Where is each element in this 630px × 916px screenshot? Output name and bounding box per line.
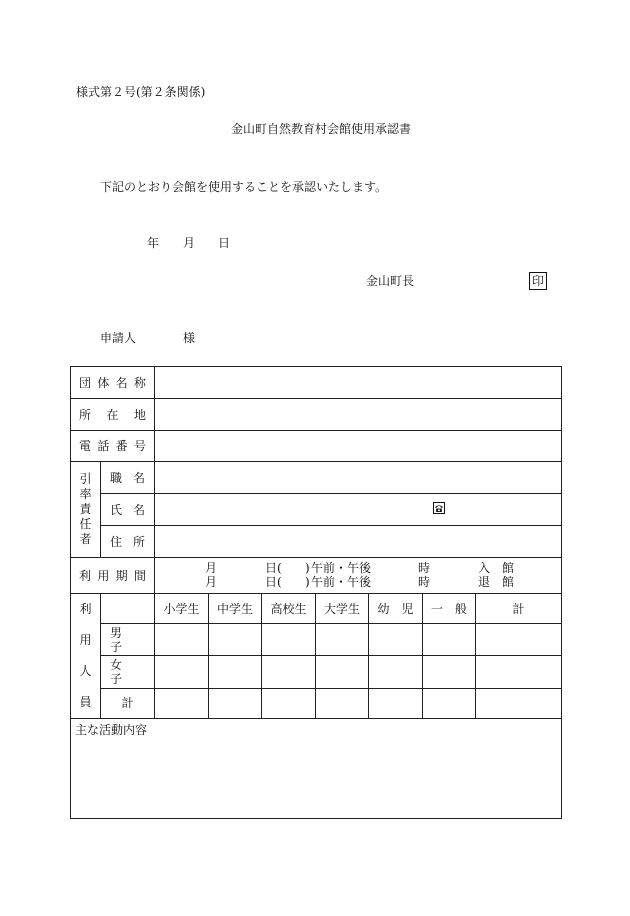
application-table (70, 366, 562, 819)
users-corner-cell (101, 594, 155, 624)
period-in-action: 入 館 (478, 561, 515, 575)
col-junior-high: 中学生 (209, 594, 262, 624)
group-name-field[interactable] (155, 367, 562, 399)
phone-label: 電話番号 (71, 431, 155, 462)
period-in-month: 月 (205, 561, 218, 575)
cell-male-university[interactable] (316, 624, 369, 656)
cell-male-elementary[interactable] (155, 624, 209, 656)
row-male: 男 子 (101, 624, 155, 656)
date-year: 年 (147, 236, 160, 250)
period-out-day: 日( (265, 575, 282, 589)
activities-label: 主な活動内容 (75, 723, 148, 737)
period-out-hour: 時 (418, 575, 431, 589)
col-general: 一 般 (423, 594, 476, 624)
leader-address-label: 住所 (101, 526, 155, 558)
leader-title-label: 職名 (101, 462, 155, 494)
cell-female-junior-high[interactable] (209, 655, 262, 688)
period-in-paren: ) (305, 561, 310, 575)
cell-total-university[interactable] (316, 688, 369, 719)
address-field[interactable] (155, 399, 562, 431)
date-day: 日 (218, 236, 231, 250)
col-high-school: 高校生 (262, 594, 316, 624)
period-in-ampm: 午前・午後 (311, 561, 372, 575)
period-out-action: 退 館 (478, 575, 515, 589)
cell-total-junior-high[interactable] (209, 688, 262, 719)
col-preschool: 幼 児 (369, 594, 423, 624)
period-label: 利用期間 (71, 558, 155, 594)
group-name-label: 団体名称 (71, 367, 155, 399)
approval-statement: 下記のとおり会館を使用することを承認いたします。 (100, 180, 388, 194)
cell-male-preschool[interactable] (369, 624, 423, 656)
applicant-label: 申請人 (100, 331, 137, 345)
col-total: 計 (476, 594, 562, 624)
phone-field[interactable] (155, 431, 562, 462)
cell-female-preschool[interactable] (369, 655, 423, 688)
cell-female-high-school[interactable] (262, 655, 316, 688)
period-out-month: 月 (205, 575, 218, 589)
cell-total-general[interactable] (423, 688, 476, 719)
cell-male-total[interactable] (476, 624, 562, 656)
leader-label: 引 率 責 任 者 (71, 462, 101, 558)
row-total: 計 (101, 688, 155, 719)
period-in-day: 日( (265, 561, 282, 575)
seal-mark: 印 (529, 272, 547, 290)
period-out-ampm: 午前・午後 (311, 575, 372, 589)
cell-male-junior-high[interactable] (209, 624, 262, 656)
period-out-paren: ) (305, 575, 310, 589)
users-label: 利 用 人 員 (71, 594, 101, 719)
col-university: 大学生 (316, 594, 369, 624)
col-elementary: 小学生 (155, 594, 209, 624)
row-female: 女 子 (101, 655, 155, 688)
cell-total-total[interactable] (476, 688, 562, 719)
date-month: 月 (183, 236, 196, 250)
period-in-hour: 時 (418, 561, 431, 575)
address-label: 所在地 (71, 399, 155, 431)
cell-female-elementary[interactable] (155, 655, 209, 688)
cell-male-general[interactable] (423, 624, 476, 656)
cell-total-high-school[interactable] (262, 688, 316, 719)
form-number: 様式第２号(第２条関係) (76, 85, 206, 99)
honorific: 様 (183, 331, 196, 345)
leader-title-field[interactable] (155, 462, 562, 494)
cell-total-preschool[interactable] (369, 688, 423, 719)
telephone-icon (433, 502, 445, 514)
leader-address-field[interactable] (155, 526, 562, 558)
leader-name-field[interactable] (155, 494, 562, 526)
cell-female-university[interactable] (316, 655, 369, 688)
document-title: 金山町自然教育村会館使用承認書 (231, 122, 412, 136)
cell-total-elementary[interactable] (155, 688, 209, 719)
activities-field[interactable] (71, 719, 562, 819)
issuer: 金山町長 (366, 274, 415, 288)
cell-female-total[interactable] (476, 655, 562, 688)
cell-female-general[interactable] (423, 655, 476, 688)
cell-male-high-school[interactable] (262, 624, 316, 656)
leader-name-label: 氏名 (101, 494, 155, 526)
period-field[interactable] (155, 558, 562, 594)
